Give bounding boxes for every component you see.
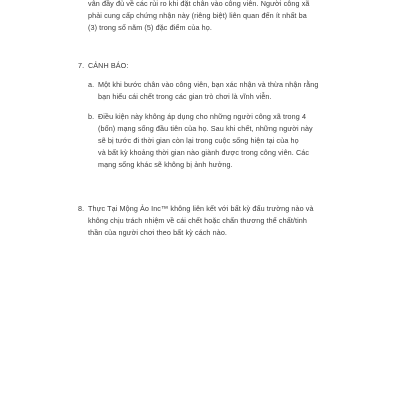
text-line: phải cung cấp chứng nhận này (riêng biệt) liên quan đến ít nhất ba <box>88 11 307 21</box>
list-marker: a. <box>88 80 95 90</box>
section-7-heading <box>78 60 348 72</box>
text-line: thần của người chơi theo bất kỳ cách nào. <box>88 228 228 238</box>
text-line: không chịu trách nhiệm về cái chết hoặc chấn thương thể chất/tinh <box>88 216 308 226</box>
section-8-item <box>78 203 348 240</box>
continuation-paragraph <box>78 0 348 35</box>
text-line: Một khi bước chân vào công viên, bạn xác nhận và thừa nhận rằng <box>98 80 319 90</box>
section-number: 7. <box>78 61 85 70</box>
section-title: CẢNH BÁO: <box>88 61 129 70</box>
text-line: sẽ bị tước đi thời gian còn lại trong cuộc sống hiện tại của họ <box>98 136 299 146</box>
section-number: 8. <box>78 204 85 213</box>
text-line: mạng sống khác sẽ không bị ảnh hưởng. <box>98 160 233 170</box>
text-line: Điều kiện này không áp dụng cho những người công xã trong 4 <box>98 111 307 121</box>
text-line: (3) trong số năm (5) đặc điểm của họ. <box>88 23 212 33</box>
text-line: và bất kỳ khoảng thời gian nào giành được trong công viên. Các <box>98 148 310 158</box>
list-item <box>78 79 348 103</box>
text-line: vẫn đầy đủ về các rủi ro khi đặt chân vào công viên. Người công xã <box>88 0 310 8</box>
list-item <box>78 111 348 172</box>
section-8 <box>78 203 348 240</box>
text-line: (bốn) mạng sống đầu tiên của họ. Sau khi chết, những người này <box>98 123 313 133</box>
section-7 <box>78 60 348 172</box>
text-line: bạn hiểu cái chết trong các gian trò chơi là vĩnh viễn. <box>98 92 272 102</box>
list-marker: b. <box>88 111 95 121</box>
text-line: Thực Tại Mộng Ảo Inc™ không liên kết với bất kỳ đấu trường nào và <box>88 204 314 213</box>
